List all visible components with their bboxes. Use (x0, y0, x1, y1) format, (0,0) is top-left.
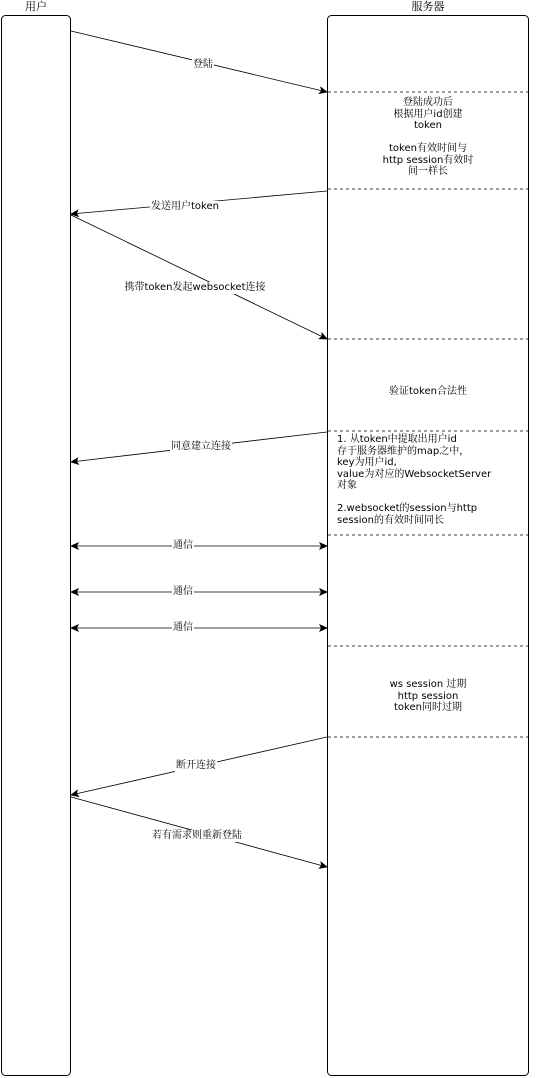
note-validate-token: 验证token合法性 (389, 386, 467, 397)
message-label-websocket-connect: 携带token发起websocket连接 (124, 282, 266, 293)
message-label-communicate-2: 通信 (173, 586, 193, 597)
user-lifeline-box (2, 16, 71, 1076)
user-lifeline-title: 用户 (25, 0, 47, 13)
note-session-mapping: 1. 从token中提取出用户id 存于服务器维护的map之中， key为用户id, value为对应的WebsocketServer 对象 2.websocket的session与http session的有效时间同长 (337, 434, 492, 526)
message-arrow-websocket-connect (71, 215, 327, 339)
message-label-communicate-1: 通信 (173, 540, 193, 551)
message-label-accept-connection: 同意建立连接 (171, 441, 231, 452)
message-label-relogin: 若有需求则重新登陆 (152, 830, 242, 841)
server-lifeline-title: 服务器 (411, 0, 445, 13)
note-token-creation: 登陆成功后 根据用户id创建 token token有效时间与 http session有效时 间一样长 (382, 97, 474, 177)
message-label-disconnect: 断开连接 (176, 760, 216, 771)
message-label-communicate-3: 通信 (173, 622, 193, 633)
note-session-expiry: ws session 过期 http session token同时过期 (389, 679, 467, 713)
message-label-send-token: 发送用户token (151, 201, 219, 212)
message-label-login: 登陆 (193, 59, 213, 70)
